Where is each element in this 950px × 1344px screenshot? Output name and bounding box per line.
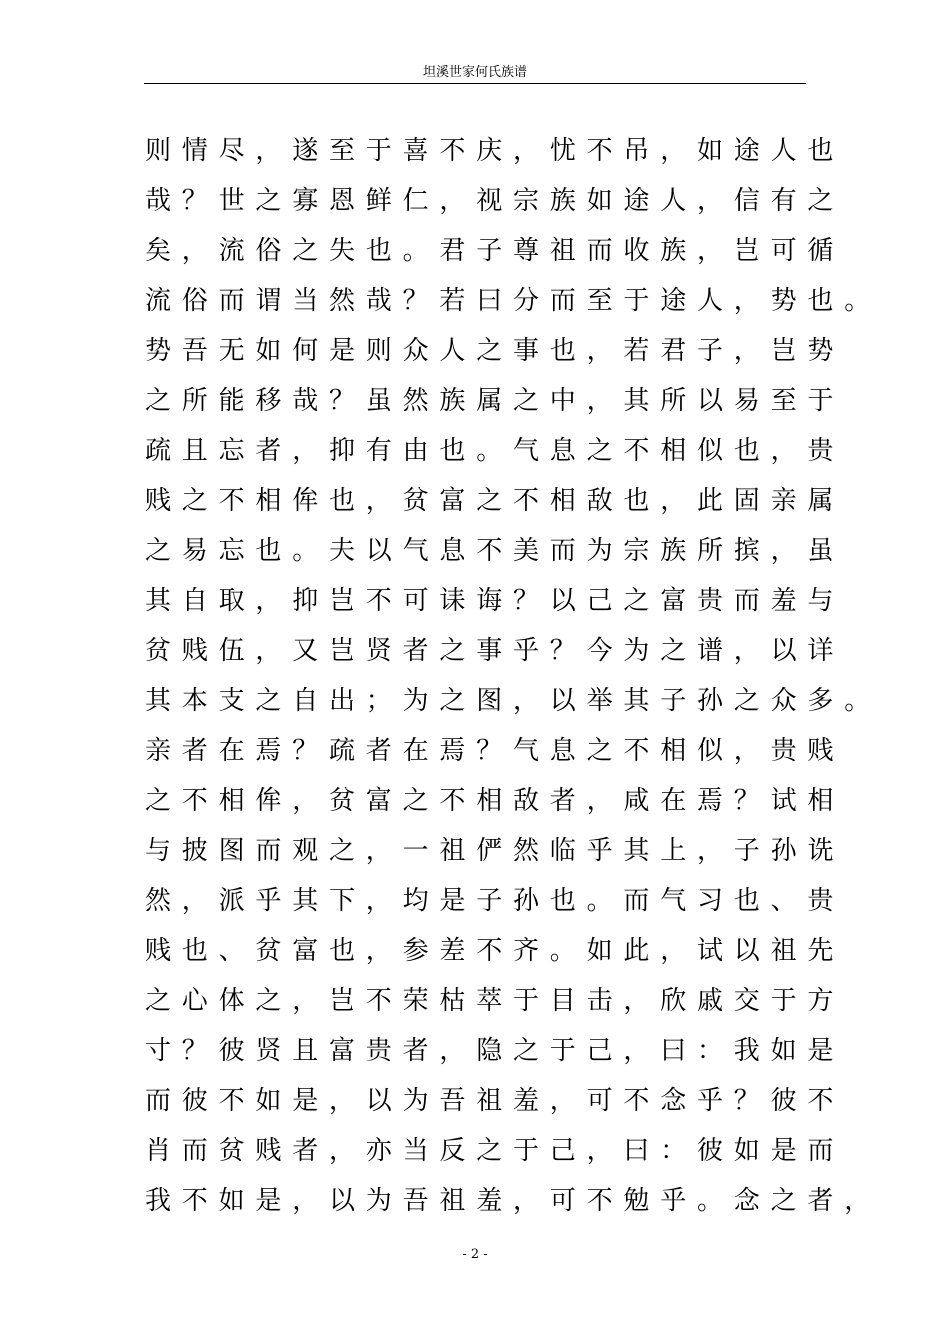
- text-line: 则情尽，遂至于喜不庆，忧不吊，如途人也: [145, 136, 845, 166]
- header-divider: [144, 83, 806, 84]
- text-line: 我不如是，以为吾祖羞，可不勉乎。念之者，: [145, 1186, 882, 1216]
- page-number: - 2 -: [462, 1247, 488, 1262]
- text-line: 哉？世之寡恩鲜仁，视宗族如途人，信有之: [145, 186, 845, 216]
- text-line: 之易忘也。夫以气息不美而为宗族所摈，虽: [145, 536, 845, 566]
- text-line: 流俗而谓当然哉？若曰分而至于途人，势也。: [145, 286, 882, 316]
- running-header: 坦溪世家何氏族谱: [422, 65, 527, 80]
- text-line: 与披图而观之，一祖俨然临乎其上，子孙诜: [145, 836, 845, 866]
- text-line: 贱之不相侔也，贫富之不相敌也，此固亲属: [145, 486, 845, 516]
- text-line: 贫贱伍，又岂贤者之事乎？今为之谱，以详: [145, 636, 845, 666]
- body-text: [145, 126, 882, 1226]
- text-line: 贱也、贫富也，参差不齐。如此，试以祖先: [145, 936, 845, 966]
- text-line: 其本支之自出；为之图，以举其子孙之众多。: [145, 686, 882, 716]
- text-line: 而彼不如是，以为吾祖羞，可不念乎？彼不: [145, 1086, 845, 1116]
- text-line: 之不相侔，贫富之不相敌者，咸在焉？试相: [145, 786, 845, 816]
- text-line: 之心体之，岂不荣枯萃于目击，欣戚交于方: [145, 986, 845, 1016]
- text-line: 然，派乎其下，均是子孙也。而气习也、贵: [145, 886, 845, 916]
- text-line: 亲者在焉？疏者在焉？气息之不相似，贵贱: [145, 736, 845, 766]
- text-line: 之所能移哉？虽然族属之中，其所以易至于: [145, 386, 845, 416]
- text-line: 肖而贫贱者，亦当反之于己，曰：彼如是而: [145, 1136, 845, 1166]
- text-line: 疏且忘者，抑有由也。气息之不相似也，贵: [145, 436, 845, 466]
- text-line: 矣，流俗之失也。君子尊祖而收族，岂可循: [145, 236, 845, 266]
- text-line: 寸？彼贤且富贵者，隐之于己，曰：我如是: [145, 1036, 845, 1066]
- text-line: 势吾无如何是则众人之事也，若君子，岂势: [145, 336, 845, 366]
- text-line: 其自取，抑岂不可诔诲？以己之富贵而羞与: [145, 586, 845, 616]
